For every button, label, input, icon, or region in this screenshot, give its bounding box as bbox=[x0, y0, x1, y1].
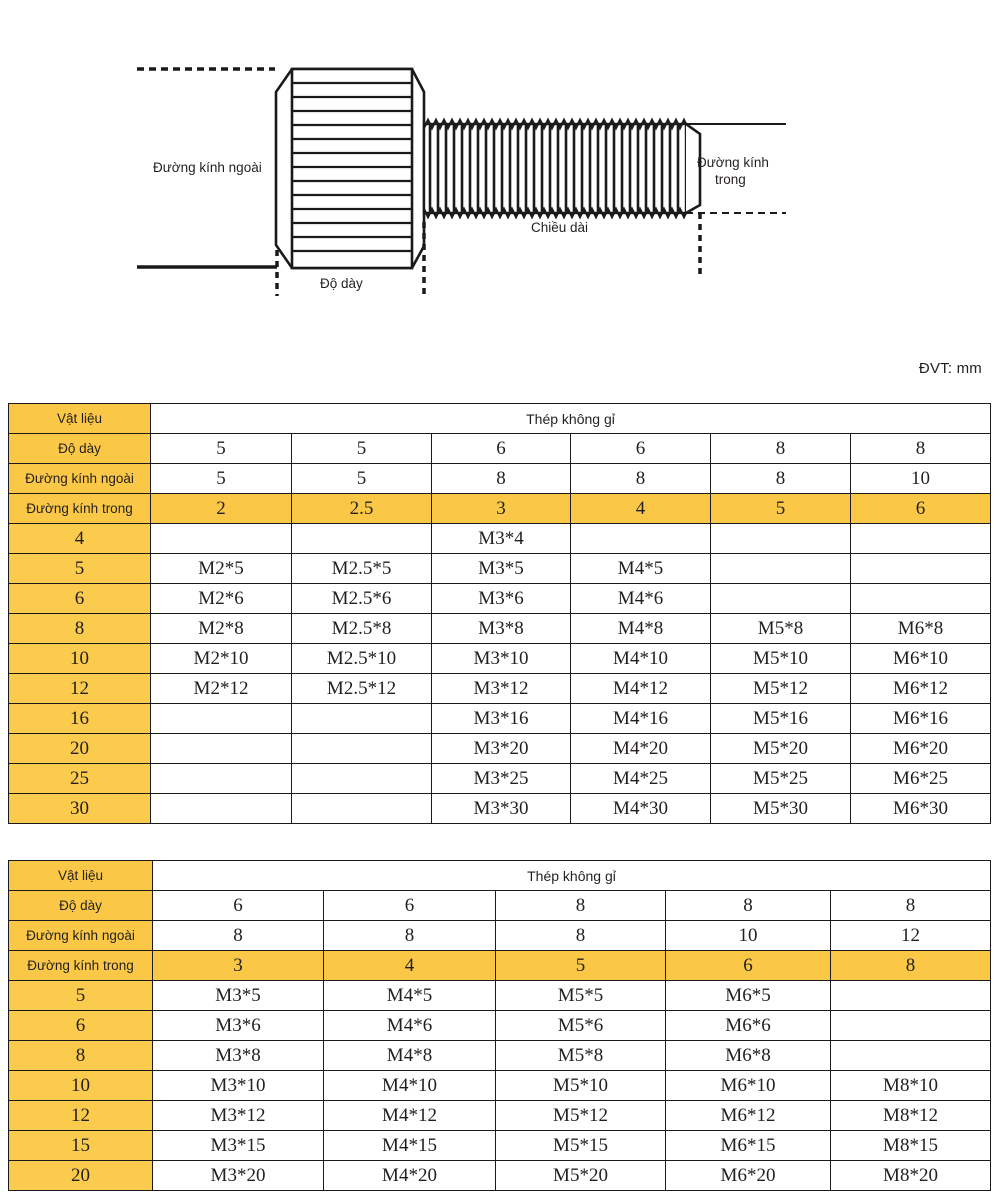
length-label: 20 bbox=[9, 734, 151, 764]
spec-cell bbox=[292, 764, 432, 794]
spec-cell bbox=[151, 764, 292, 794]
row-label-material: Vật liệu bbox=[9, 861, 153, 891]
outer-diameter-value: 8 bbox=[324, 921, 496, 951]
spec-cell: M3*10 bbox=[153, 1071, 324, 1101]
inner-diameter-value: 6 bbox=[666, 951, 831, 981]
spec-cell: M5*5 bbox=[496, 981, 666, 1011]
spec-cell: M3*6 bbox=[153, 1011, 324, 1041]
spec-cell: M6*20 bbox=[666, 1161, 831, 1191]
inner-diameter-value: 8 bbox=[831, 951, 991, 981]
length-label: 30 bbox=[9, 794, 151, 824]
table-row bbox=[9, 1041, 991, 1071]
table-row bbox=[9, 794, 991, 824]
spec-cell: M3*20 bbox=[432, 734, 571, 764]
spec-cell: M4*8 bbox=[571, 614, 711, 644]
spec-cell: M4*25 bbox=[571, 764, 711, 794]
inner-diameter-value: 3 bbox=[153, 951, 324, 981]
inner-diameter-value: 3 bbox=[432, 494, 571, 524]
spec-cell: M5*12 bbox=[711, 674, 851, 704]
length-label: 25 bbox=[9, 764, 151, 794]
spec-cell bbox=[831, 1041, 991, 1071]
table-row-outer-diameter bbox=[9, 464, 991, 494]
label-outer-diameter: Đường kính ngoài bbox=[153, 160, 262, 175]
spec-cell: M5*12 bbox=[496, 1101, 666, 1131]
length-label: 8 bbox=[9, 1041, 153, 1071]
row-label-thickness: Độ dày bbox=[9, 891, 153, 921]
spec-cell: M2.5*8 bbox=[292, 614, 432, 644]
outer-diameter-value: 10 bbox=[851, 464, 991, 494]
threaded-barrel bbox=[424, 120, 700, 217]
table-row bbox=[9, 674, 991, 704]
material-value: Thép không gỉ bbox=[153, 861, 991, 891]
spec-cell: M5*30 bbox=[711, 794, 851, 824]
spec-cell: M5*8 bbox=[496, 1041, 666, 1071]
spec-cell: M5*8 bbox=[711, 614, 851, 644]
length-label: 15 bbox=[9, 1131, 153, 1161]
table-row-material bbox=[9, 404, 991, 434]
spec-cell: M3*25 bbox=[432, 764, 571, 794]
spec-cell: M3*6 bbox=[432, 584, 571, 614]
spec-cell: M4*20 bbox=[571, 734, 711, 764]
spec-cell bbox=[292, 524, 432, 554]
table-row bbox=[9, 584, 991, 614]
outer-diameter-value: 5 bbox=[292, 464, 432, 494]
spec-cell: M3*20 bbox=[153, 1161, 324, 1191]
spec-cell: M2*10 bbox=[151, 644, 292, 674]
table-row-thickness bbox=[9, 434, 991, 464]
spec-cell: M4*8 bbox=[324, 1041, 496, 1071]
spec-cell bbox=[711, 554, 851, 584]
row-label-inner-diameter: Đường kính trong bbox=[9, 494, 151, 524]
spec-cell bbox=[151, 704, 292, 734]
spec-cell: M4*16 bbox=[571, 704, 711, 734]
outer-diameter-value: 12 bbox=[831, 921, 991, 951]
table-row bbox=[9, 764, 991, 794]
thickness-value: 5 bbox=[151, 434, 292, 464]
spec-cell: M6*12 bbox=[851, 674, 991, 704]
spec-cell: M4*12 bbox=[324, 1101, 496, 1131]
row-label-inner-diameter: Đường kính trong bbox=[9, 951, 153, 981]
spec-cell bbox=[831, 1011, 991, 1041]
table-row bbox=[9, 644, 991, 674]
length-label: 20 bbox=[9, 1161, 153, 1191]
length-label: 8 bbox=[9, 614, 151, 644]
spec-cell: M5*25 bbox=[711, 764, 851, 794]
row-label-outer-diameter: Đường kính ngoài bbox=[9, 921, 153, 951]
spec-cell bbox=[151, 794, 292, 824]
table-row-material bbox=[9, 861, 991, 891]
spec-cell: M3*16 bbox=[432, 704, 571, 734]
thickness-value: 6 bbox=[324, 891, 496, 921]
spec-cell bbox=[711, 524, 851, 554]
spec-cell: M3*10 bbox=[432, 644, 571, 674]
spec-cell: M6*25 bbox=[851, 764, 991, 794]
spec-cell: M2.5*10 bbox=[292, 644, 432, 674]
spec-cell: M5*16 bbox=[711, 704, 851, 734]
material-value: Thép không gỉ bbox=[151, 404, 991, 434]
outer-diameter-value: 8 bbox=[496, 921, 666, 951]
spec-cell bbox=[851, 524, 991, 554]
label-inner-diameter-line2: trong bbox=[715, 172, 746, 187]
spec-cell: M3*12 bbox=[153, 1101, 324, 1131]
spec-cell: M6*5 bbox=[666, 981, 831, 1011]
spec-cell bbox=[831, 981, 991, 1011]
spec-cell: M5*15 bbox=[496, 1131, 666, 1161]
unit-note: ĐVT: mm bbox=[918, 360, 982, 377]
row-label-outer-diameter: Đường kính ngoài bbox=[9, 464, 151, 494]
spec-cell: M4*10 bbox=[324, 1071, 496, 1101]
table-row bbox=[9, 734, 991, 764]
spec-cell: M6*15 bbox=[666, 1131, 831, 1161]
outer-diameter-value: 8 bbox=[153, 921, 324, 951]
length-label: 5 bbox=[9, 981, 153, 1011]
insert-nut-technical-diagram bbox=[0, 0, 1000, 330]
outer-diameter-value: 8 bbox=[571, 464, 711, 494]
length-label: 10 bbox=[9, 644, 151, 674]
spec-cell: M2.5*6 bbox=[292, 584, 432, 614]
diagram-svg bbox=[0, 0, 1000, 330]
inner-diameter-value: 2 bbox=[151, 494, 292, 524]
length-label: 10 bbox=[9, 1071, 153, 1101]
length-label: 16 bbox=[9, 704, 151, 734]
row-label-material: Vật liệu bbox=[9, 404, 151, 434]
outer-diameter-value: 8 bbox=[432, 464, 571, 494]
table-row bbox=[9, 1011, 991, 1041]
spec-cell: M2*12 bbox=[151, 674, 292, 704]
spec-cell: M6*8 bbox=[851, 614, 991, 644]
spec-cell: M2*6 bbox=[151, 584, 292, 614]
thickness-value: 6 bbox=[153, 891, 324, 921]
label-length: Chiều dài bbox=[531, 220, 589, 235]
spec-cell bbox=[151, 524, 292, 554]
spec-cell: M4*20 bbox=[324, 1161, 496, 1191]
thickness-value: 8 bbox=[831, 891, 991, 921]
length-label: 6 bbox=[9, 1011, 153, 1041]
table-row bbox=[9, 981, 991, 1011]
inner-diameter-value: 4 bbox=[324, 951, 496, 981]
spec-cell: M2.5*12 bbox=[292, 674, 432, 704]
spec-cell bbox=[571, 524, 711, 554]
spec-cell bbox=[851, 584, 991, 614]
length-label: 5 bbox=[9, 554, 151, 584]
spec-cell: M6*6 bbox=[666, 1011, 831, 1041]
spec-cell bbox=[292, 734, 432, 764]
thickness-value: 5 bbox=[292, 434, 432, 464]
spec-cell: M3*5 bbox=[432, 554, 571, 584]
spec-cell: M4*5 bbox=[571, 554, 711, 584]
spec-table-2 bbox=[8, 860, 991, 1191]
spec-cell: M3*8 bbox=[153, 1041, 324, 1071]
spec-cell: M8*10 bbox=[831, 1071, 991, 1101]
spec-cell bbox=[292, 704, 432, 734]
outer-diameter-value: 8 bbox=[711, 464, 851, 494]
table-row bbox=[9, 614, 991, 644]
row-label-thickness: Độ dày bbox=[9, 434, 151, 464]
thickness-value: 8 bbox=[666, 891, 831, 921]
outer-diameter-value: 5 bbox=[151, 464, 292, 494]
thickness-value: 8 bbox=[711, 434, 851, 464]
table-row bbox=[9, 1161, 991, 1191]
thickness-value: 8 bbox=[851, 434, 991, 464]
spec-cell: M6*12 bbox=[666, 1101, 831, 1131]
spec-cell: M8*15 bbox=[831, 1131, 991, 1161]
length-label: 12 bbox=[9, 1101, 153, 1131]
inner-diameter-value: 2.5 bbox=[292, 494, 432, 524]
spec-cell: M6*16 bbox=[851, 704, 991, 734]
spec-cell: M3*5 bbox=[153, 981, 324, 1011]
spec-cell bbox=[711, 584, 851, 614]
label-thickness: Độ dày bbox=[320, 276, 363, 291]
spec-cell: M4*12 bbox=[571, 674, 711, 704]
spec-cell: M4*5 bbox=[324, 981, 496, 1011]
table-row bbox=[9, 1131, 991, 1161]
spec-cell: M3*15 bbox=[153, 1131, 324, 1161]
spec-cell: M5*10 bbox=[496, 1071, 666, 1101]
spec-cell bbox=[851, 554, 991, 584]
table-row bbox=[9, 524, 991, 554]
spec-cell: M2.5*5 bbox=[292, 554, 432, 584]
table-row bbox=[9, 554, 991, 584]
spec-cell bbox=[292, 794, 432, 824]
spec-cell: M5*6 bbox=[496, 1011, 666, 1041]
spec-cell: M5*20 bbox=[496, 1161, 666, 1191]
spec-cell: M4*6 bbox=[571, 584, 711, 614]
spec-cell: M6*20 bbox=[851, 734, 991, 764]
spec-cell: M2*5 bbox=[151, 554, 292, 584]
table-row-thickness bbox=[9, 891, 991, 921]
length-label: 6 bbox=[9, 584, 151, 614]
length-label: 12 bbox=[9, 674, 151, 704]
thickness-value: 6 bbox=[432, 434, 571, 464]
spec-cell: M4*15 bbox=[324, 1131, 496, 1161]
table-row bbox=[9, 1071, 991, 1101]
spec-cell: M6*30 bbox=[851, 794, 991, 824]
spec-cell: M6*8 bbox=[666, 1041, 831, 1071]
table-row-inner-diameter bbox=[9, 951, 991, 981]
spec-cell: M8*12 bbox=[831, 1101, 991, 1131]
spec-cell: M8*20 bbox=[831, 1161, 991, 1191]
label-inner-diameter-line1: Đường kính bbox=[697, 155, 769, 170]
inner-diameter-value: 6 bbox=[851, 494, 991, 524]
spec-cell: M4*10 bbox=[571, 644, 711, 674]
spec-cell: M3*4 bbox=[432, 524, 571, 554]
outer-diameter-value: 10 bbox=[666, 921, 831, 951]
table-row bbox=[9, 1101, 991, 1131]
spec-table-1 bbox=[8, 403, 991, 824]
spec-cell bbox=[151, 734, 292, 764]
inner-diameter-value: 4 bbox=[571, 494, 711, 524]
table-row-inner-diameter bbox=[9, 494, 991, 524]
thickness-value: 8 bbox=[496, 891, 666, 921]
thickness-value: 6 bbox=[571, 434, 711, 464]
spec-cell: M3*30 bbox=[432, 794, 571, 824]
spec-cell: M4*6 bbox=[324, 1011, 496, 1041]
spec-cell: M2*8 bbox=[151, 614, 292, 644]
inner-diameter-value: 5 bbox=[496, 951, 666, 981]
spec-cell: M5*10 bbox=[711, 644, 851, 674]
spec-cell: M5*20 bbox=[711, 734, 851, 764]
table-row bbox=[9, 704, 991, 734]
spec-cell: M6*10 bbox=[666, 1071, 831, 1101]
knurled-head bbox=[276, 69, 424, 268]
inner-diameter-value: 5 bbox=[711, 494, 851, 524]
spec-cell: M6*10 bbox=[851, 644, 991, 674]
spec-cell: M4*30 bbox=[571, 794, 711, 824]
spec-cell: M3*8 bbox=[432, 614, 571, 644]
length-label: 4 bbox=[9, 524, 151, 554]
spec-cell: M3*12 bbox=[432, 674, 571, 704]
table-row-outer-diameter bbox=[9, 921, 991, 951]
